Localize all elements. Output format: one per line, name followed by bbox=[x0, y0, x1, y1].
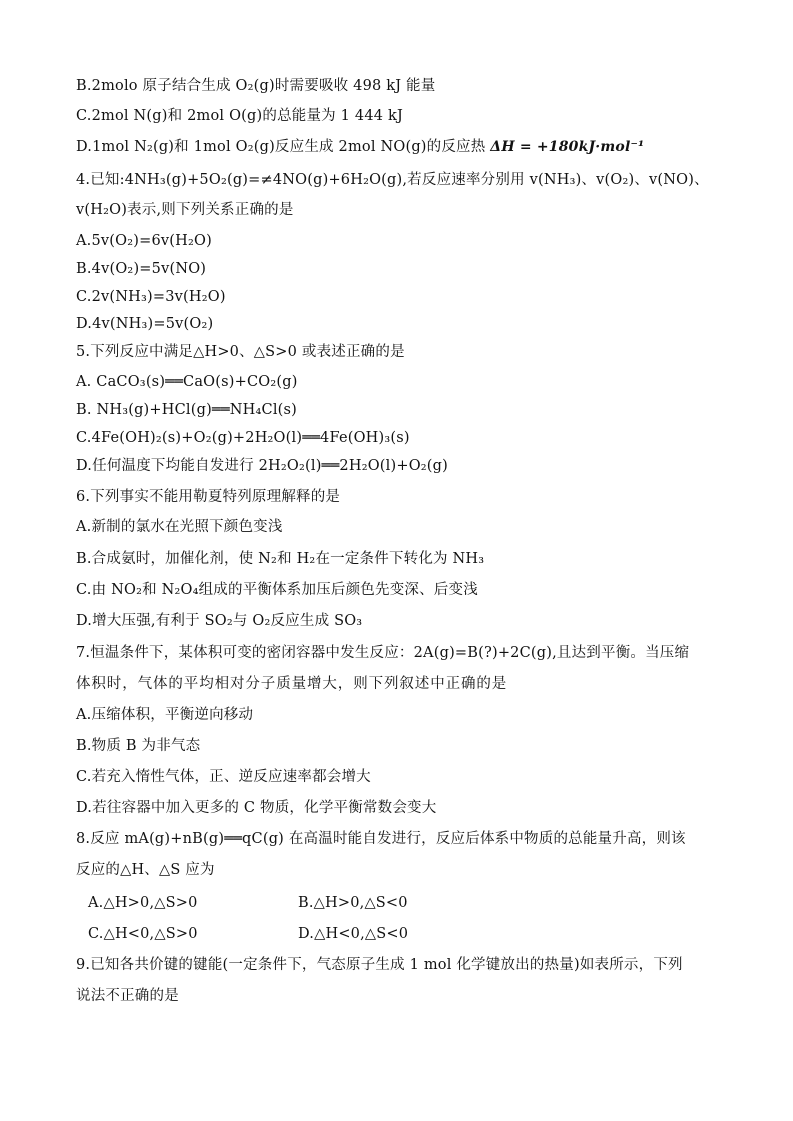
q7-option-b: B.物质 B 为非气态 bbox=[76, 738, 201, 754]
q6-option-b: B.合成氨时，加催化剂，使 N₂和 H₂在一定条件下转化为 NH₃ bbox=[76, 551, 485, 567]
q9-stem-line-2: 说法不正确的是 bbox=[76, 988, 179, 1004]
q7-stem-line-2: 体积时，气体的平均相对分子质量增大，则下列叙述中正确的是 bbox=[76, 676, 508, 692]
q7-option-a: A.压缩体积，平衡逆向移动 bbox=[76, 707, 254, 723]
q5-stem: 5.下列反应中满足△H>0、△S>0 或表述正确的是 bbox=[76, 344, 405, 360]
q8-option-a: A.△H>0,△S>0 bbox=[88, 895, 198, 911]
q4-option-d: D.4v(NH₃)=5v(O₂) bbox=[76, 316, 214, 332]
q6-option-d: D.增大压强,有利于 SO₂与 O₂反应生成 SO₃ bbox=[76, 613, 363, 629]
q4-option-b: B.4v(O₂)=5v(NO) bbox=[76, 261, 207, 277]
q3-option-b: B.2molo 原子结合生成 O₂(g)时需要吸收 498 kJ 能量 bbox=[76, 78, 436, 94]
q5-option-c: C.4Fe(OH)₂(s)+O₂(g)+2H₂O(l)══4Fe(OH)₃(s) bbox=[76, 430, 410, 446]
q3-option-c: C.2mol N(g)和 2mol O(g)的总能量为 1 444 kJ bbox=[76, 108, 403, 124]
q8-option-d: D.△H<0,△S<0 bbox=[298, 926, 409, 942]
q4-stem-line-1: 4.已知:4NH₃(g)+5O₂(g)=≠4NO(g)+6H₂O(g),若反应速率分别用 v(NH₃)、v(O₂)、v(NO)、 bbox=[76, 172, 709, 188]
q8-stem-line-1: 8.反应 mA(g)+nB(g)══qC(g) 在高温时能自发进行，反应后体系中物质的总能量升高，则该 bbox=[76, 831, 686, 847]
q8-option-c: C.△H<0,△S>0 bbox=[88, 926, 198, 942]
q4-option-c: C.2v(NH₃)=3v(H₂O) bbox=[76, 289, 226, 305]
q5-option-a: A. CaCO₃(s)══CaO(s)+CO₂(g) bbox=[76, 374, 298, 390]
q3-option-d-text: D.1mol N₂(g)和 1mol O₂(g)反应生成 2mol NO(g)的反应热 bbox=[76, 139, 491, 155]
q8-option-b: B.△H>0,△S<0 bbox=[298, 895, 408, 911]
q3-option-d-formula: ΔH = +180kJ·mol⁻¹ bbox=[490, 139, 645, 155]
q4-option-a: A.5v(O₂)=6v(H₂O) bbox=[76, 233, 212, 249]
q6-option-c: C.由 NO₂和 N₂O₄组成的平衡体系加压后颜色先变深、后变浅 bbox=[76, 582, 478, 598]
q8-stem-line-2: 反应的△H、△S 应为 bbox=[76, 862, 215, 878]
q6-option-a: A.新制的氯水在光照下颜色变浅 bbox=[76, 519, 283, 535]
q3-option-d bbox=[76, 137, 726, 157]
q9-stem-line-1: 9.已知各共价键的键能(一定条件下，气态原子生成 1 mol 化学键放出的热量)如表所示，下列 bbox=[76, 957, 683, 973]
q7-option-c: C.若充入惰性气体，正、逆反应速率都会增大 bbox=[76, 769, 371, 785]
q6-stem: 6.下列事实不能用勒夏特列原理解释的是 bbox=[76, 489, 341, 505]
q5-option-d: D.任何温度下均能自发进行 2H₂O₂(l)══2H₂O(l)+O₂(g) bbox=[76, 458, 448, 474]
q5-option-b: B. NH₃(g)+HCl(g)══NH₄Cl(s) bbox=[76, 402, 298, 418]
q7-stem-line-1: 7.恒温条件下，某体积可变的密闭容器中发生反应：2A(g)=B(?)+2C(g),且达到平衡。当压缩 bbox=[76, 645, 690, 661]
q4-stem-line-2: v(H₂O)表示,则下列关系正确的是 bbox=[76, 202, 294, 218]
q7-option-d: D.若往容器中加入更多的 C 物质，化学平衡常数会变大 bbox=[76, 800, 437, 816]
